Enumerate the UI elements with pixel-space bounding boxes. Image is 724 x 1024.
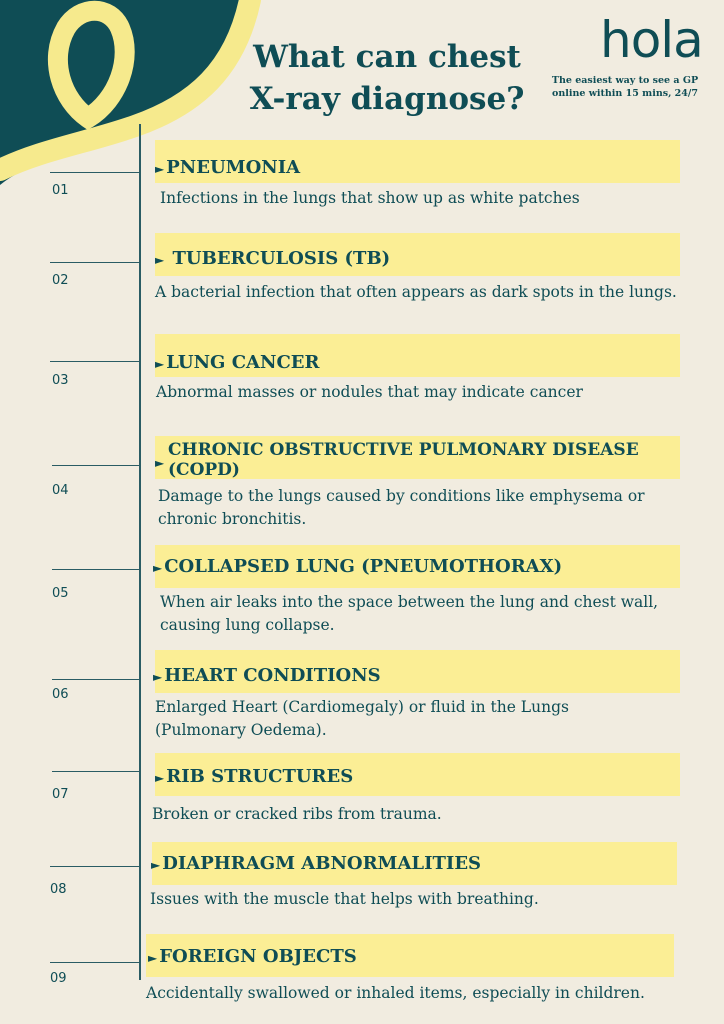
- item-heading: [155, 249, 390, 270]
- tagline-line-2: online within 15 mins, 24/7: [552, 88, 698, 99]
- item-number: 04: [52, 483, 69, 498]
- item-number: 05: [52, 586, 69, 601]
- marker-icon: ►: [148, 951, 158, 965]
- brand-tagline: [540, 74, 710, 100]
- item-heading-text: HEART CONDITIONS: [164, 665, 381, 686]
- timeline-tick: [50, 962, 140, 963]
- item-heading: [155, 767, 353, 788]
- timeline-tick: [50, 262, 140, 263]
- timeline-tick: [50, 172, 140, 173]
- item-description: Infections in the lungs that show up as white patches: [160, 189, 580, 207]
- item-number: 08: [50, 882, 67, 897]
- item-heading-text: DIAPHRAGM ABNORMALITIES: [162, 853, 482, 874]
- marker-icon: ►: [155, 162, 165, 176]
- tagline-line-1: The easiest way to see a GP: [551, 75, 699, 86]
- timeline-tick: [50, 361, 140, 362]
- item-description: Accidentally swallowed or inhaled items, especially in children.: [146, 984, 645, 1002]
- timeline-line: [139, 124, 141, 980]
- item-heading: [153, 557, 562, 578]
- item-heading: [148, 947, 357, 968]
- item-description: Issues with the muscle that helps with breathing.: [150, 890, 539, 908]
- page-title-line-1: What can chest: [253, 39, 521, 75]
- marker-icon: ►: [155, 456, 165, 470]
- item-description: When air leaks into the space between the lung and chest wall, causing lung collapse.: [160, 593, 659, 634]
- item-number: 07: [52, 787, 69, 802]
- item-description: Enlarged Heart (Cardiomegaly) or fluid in the Lungs (Pulmonary Oedema).: [155, 698, 569, 739]
- item-heading: [155, 353, 319, 374]
- item-description: Broken or cracked ribs from trauma.: [152, 805, 442, 823]
- item-description: Abnormal masses or nodules that may indicate cancer: [156, 383, 583, 401]
- item-heading-text: TUBERCULOSIS (TB): [172, 248, 391, 269]
- marker-icon: ►: [153, 561, 163, 575]
- timeline-tick: [50, 866, 140, 867]
- item-number: 03: [52, 373, 69, 388]
- timeline-tick: [52, 569, 140, 570]
- timeline-tick: [52, 679, 140, 680]
- timeline-tick: [52, 465, 140, 466]
- item-heading-text: COLLAPSED LUNG (PNEUMOTHORAX): [164, 556, 563, 577]
- marker-icon: ►: [155, 771, 165, 785]
- item-number: 06: [52, 687, 69, 702]
- item-heading: [155, 158, 300, 179]
- marker-icon: ►: [155, 253, 165, 267]
- item-number: 01: [52, 183, 69, 198]
- page-title: [232, 36, 542, 120]
- item-description: Damage to the lungs caused by conditions like emphysema or chronic bronchitis.: [158, 487, 645, 528]
- item-heading-text: FOREIGN OBJECTS: [159, 946, 357, 967]
- item-heading: [151, 854, 481, 875]
- item-heading-text: LUNG CANCER: [166, 352, 320, 373]
- marker-icon: ►: [151, 858, 161, 872]
- marker-icon: ►: [153, 670, 163, 684]
- item-heading: [153, 666, 381, 687]
- item-heading: [155, 440, 675, 480]
- timeline-tick: [52, 771, 140, 772]
- item-number: 02: [52, 273, 69, 288]
- item-heading-text: CHRONIC OBSTRUCTIVE PULMONARY DISEASE (COPD): [168, 440, 639, 480]
- marker-icon: ►: [155, 357, 165, 371]
- item-number: 09: [50, 971, 67, 986]
- item-heading-text: PNEUMONIA: [166, 157, 301, 178]
- item-heading-text: RIB STRUCTURES: [166, 766, 354, 787]
- brand-logo: hola: [600, 11, 703, 69]
- item-description: A bacterial infection that often appears as dark spots in the lungs.: [155, 283, 677, 301]
- page-title-line-2: X-ray diagnose?: [249, 81, 525, 117]
